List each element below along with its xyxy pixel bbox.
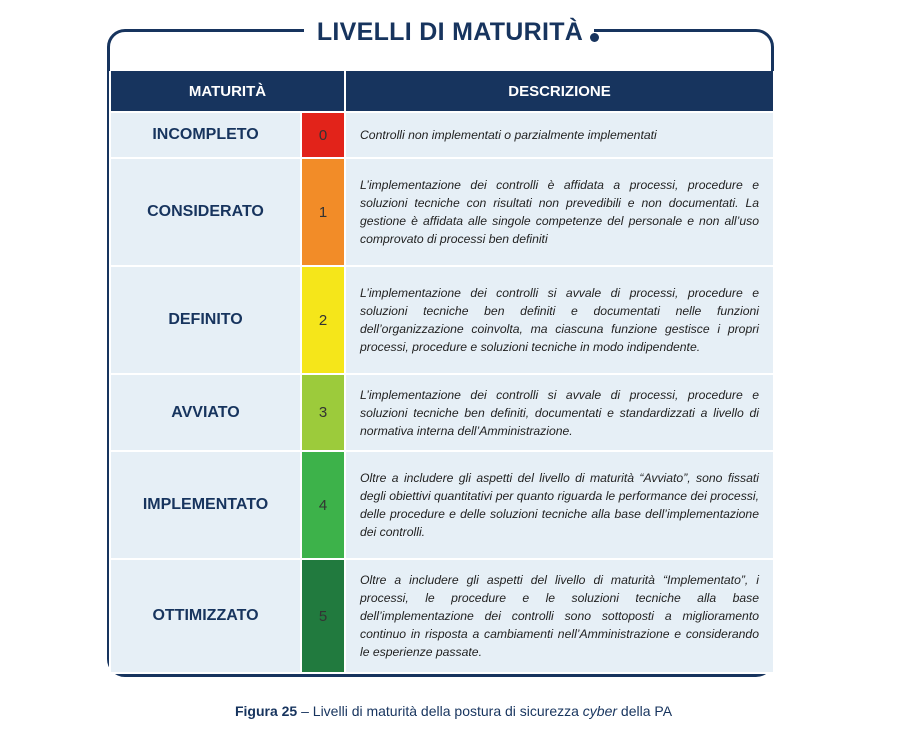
title-bullet-dot (590, 33, 599, 42)
table-row (110, 112, 774, 158)
level-number: 5 (301, 559, 345, 673)
level-number: 0 (301, 112, 345, 158)
level-name: INCOMPLETO (110, 112, 301, 158)
level-name: IMPLEMENTATO (110, 451, 301, 559)
caption-label: Figura 25 (234, 703, 298, 719)
table-header-row (110, 71, 774, 112)
level-name: DEFINITO (110, 266, 301, 374)
page-title: LIVELLI DI MATURITÀ (316, 18, 584, 46)
title-area (0, 8, 907, 50)
level-description: L’implementazione dei controlli è affidata a processi, procedure e soluzioni tecniche con risultati non prevedibili e non documentati. La gestione è affidata alle singole competenze del personale e non all’uso comprovato di processi ben definiti (345, 158, 774, 266)
table-row (110, 158, 774, 266)
level-number: 4 (301, 451, 345, 559)
table-row (110, 559, 774, 673)
header-maturity: MATURITÀ (110, 71, 345, 112)
caption-text-end: della PA (617, 703, 673, 719)
level-name: AVVIATO (110, 374, 301, 451)
header-description: DESCRIZIONE (345, 71, 774, 112)
level-description: Oltre a includere gli aspetti del livello di maturità “Avviato”, sono fissati degli obiettivi quantitativi per quanto riguarda le performance dei processi, delle procedure e delle soluzioni tecniche alla base dell’implementazione dei controlli. (345, 451, 774, 559)
caption-text: – Livelli di maturità della postura di sicurezza (297, 703, 583, 719)
figure-caption (0, 703, 907, 719)
level-description: Controlli non implementati o parzialmente implementati (345, 112, 774, 158)
level-name: OTTIMIZZATO (110, 559, 301, 673)
table-row (110, 374, 774, 451)
table-row (110, 266, 774, 374)
level-number: 1 (301, 158, 345, 266)
level-description: Oltre a includere gli aspetti del livello di maturità “Implementato”, i processi, le procedure e le soluzioni tecniche alla base dell’implementazione dei controlli sono sottoposti a miglioramento continuo in risposta a cambiamenti nell’Amministrazione e considerando le esperienze passate. (345, 559, 774, 673)
caption-italic: cyber (582, 703, 618, 719)
level-number: 2 (301, 266, 345, 374)
table-row (110, 451, 774, 559)
level-number: 3 (301, 374, 345, 451)
level-description: L’implementazione dei controlli si avvale di processi, procedure e soluzioni tecniche ben definiti, documentati e standardizzati a livello di normativa interna dell’Amministrazione. (345, 374, 774, 451)
table-body (110, 112, 774, 673)
level-description: L’implementazione dei controlli si avvale di processi, procedure e soluzioni tecniche ben definiti e documentati nelle funzioni dell’organizzazione coinvolta, ma ciascuna funzione gestisce i propri processi, procedure e soluzioni tecniche in modo indipendente. (345, 266, 774, 374)
level-name: CONSIDERATO (110, 158, 301, 266)
maturity-table (109, 71, 775, 674)
